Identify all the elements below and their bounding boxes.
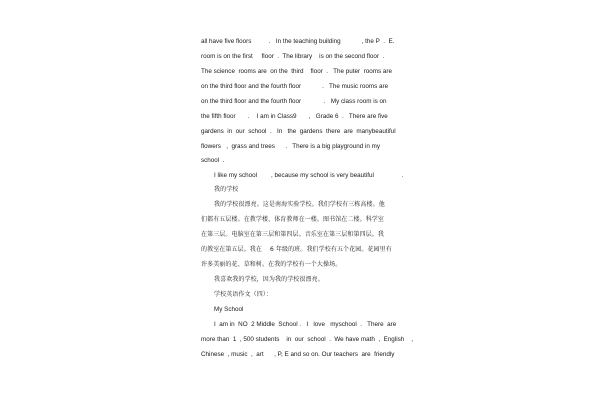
text-line: I am in NO 2 Middle School . I love myschool . There are [214,321,397,328]
text-line: gardens in our school . In the gardens there are manybeautiful [201,128,396,135]
text-line: on the third floor and the fourth floor . The music rooms are [201,83,389,90]
text-line: all have five floors . In the teaching building , the P . E. [201,38,395,45]
text-line: 在第三层。电脑室在第三层和第四层。音乐室在第三层和第四层。我 [201,231,385,238]
text-line: 我喜欢我的学校，因为我的学校很漂亮。 [214,276,324,283]
section-heading: 我的学校 [214,186,239,193]
text-line: The science rooms are on the third floor . The puter rooms are [201,68,392,75]
text-line: 的教室在第五层。我在 6 年级的班。我们学校有五个花园。花园里有 [201,246,392,253]
text-line: flowers , grass and trees . There is a big playground in my [201,143,381,150]
essay-title: My School [214,306,244,313]
text-line: I like my school , because my school is very beautiful . [214,172,404,179]
section-heading: 学校英语作文（四）： [214,291,273,298]
text-line: school . [201,157,225,164]
text-line: 许多美丽的花、草和树。在我的学校有一个大操场。 [201,261,342,268]
text-line: 我的学校很漂亮。这是南海实验学校。我们学校有三栋高楼。他 [214,201,385,208]
text-line: on the third floor and the fourth floor . My class room is on [201,98,387,105]
text-line: the fifth floor . I am in Class9 , Grade 6 . There are five [201,113,388,120]
text-line: Chinese , music , art , P, E and so on. Our teachers are friendly [201,351,395,358]
text-line: 们都有五层楼。在教学楼，体育教师在一楼。图书馆在二楼。科学室 [201,216,385,223]
text-line: room is on the first floor . The library is on the second floor . [201,53,385,60]
text-line: more than 1 , 500 students in our school . We have math , English , [201,336,413,343]
